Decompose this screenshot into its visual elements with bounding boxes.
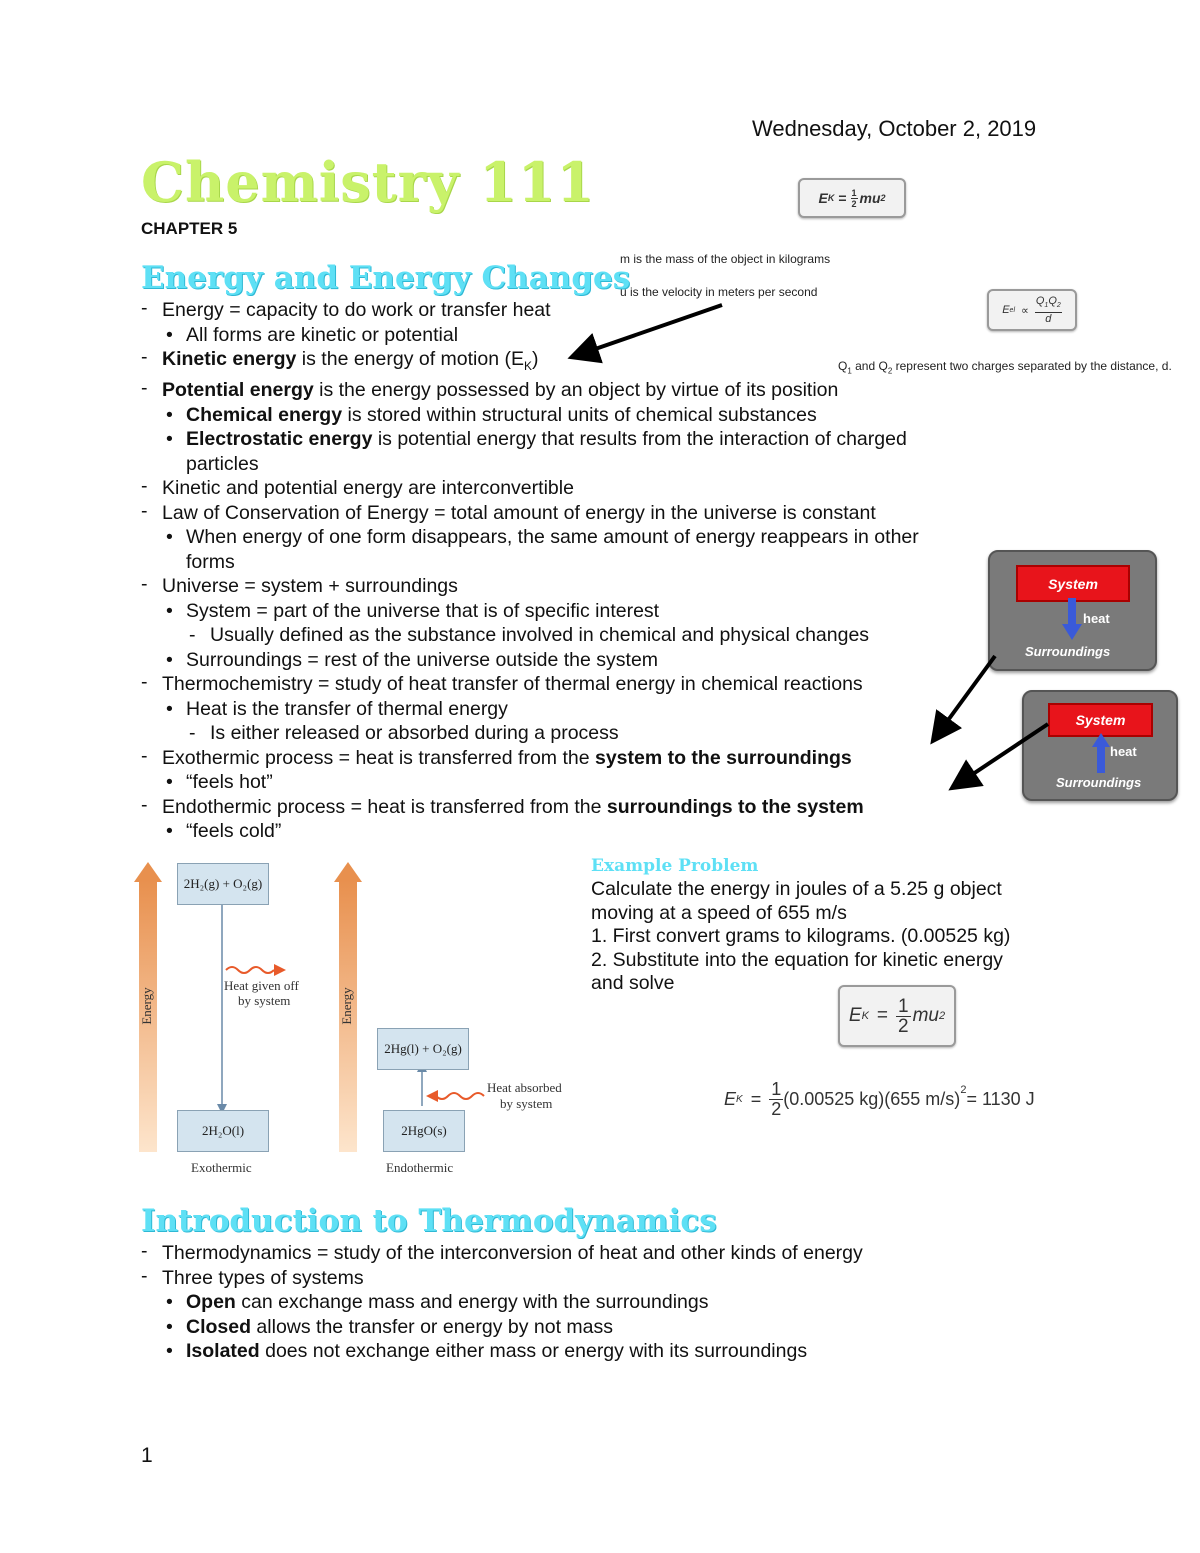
- result-num: 1: [771, 1079, 782, 1099]
- result-exp: 2: [960, 1084, 967, 1096]
- list-item: [141, 697, 919, 722]
- el-q1-sub: 1: [1044, 302, 1049, 310]
- list-item-term: Kinetic energy: [162, 348, 297, 370]
- exothermic-pointer-arrow: [935, 656, 995, 738]
- charges-tail: represent two charges separated by the distance, d.: [892, 359, 1172, 373]
- list-item: [141, 452, 919, 477]
- list-item-text: Surroundings = rest of the universe outside the system: [186, 648, 659, 671]
- system-box: System: [1016, 565, 1130, 602]
- el-den: d: [1045, 313, 1052, 326]
- list-item: [141, 550, 919, 575]
- endo-products-box: 2HgO(s): [383, 1110, 465, 1152]
- formula-den: 2: [851, 198, 857, 209]
- chapter-label: CHAPTER 5: [141, 219, 238, 238]
- list-item-tail: ): [532, 348, 539, 370]
- list-item-text: Is either released or absorbed during a process: [210, 722, 619, 745]
- exo-heat-label: Heat given off: [224, 978, 299, 993]
- list-item: [141, 574, 919, 599]
- exo-caption: Exothermic: [191, 1160, 252, 1175]
- heat-label: heat: [1110, 744, 1137, 759]
- result-expr: (0.00525 kg)(655 m/s): [783, 1089, 961, 1109]
- list-item: [141, 1339, 863, 1364]
- list-item-text: Law of Conservation of Energy = total amount of energy in the universe is constant: [162, 501, 876, 524]
- exo-heat-label-2: by system: [238, 993, 291, 1008]
- list-item: [141, 648, 919, 673]
- list-item-term: Potential energy: [162, 379, 314, 402]
- list-item-term: Open: [186, 1291, 236, 1313]
- ex-formula-fraction: [896, 997, 911, 1036]
- list-item-term: Electrostatic energy: [186, 428, 373, 451]
- list-item-text: allows the transfer or energy by not mass: [251, 1315, 614, 1338]
- list-item-emphasis: surroundings to the system: [606, 795, 864, 818]
- list-item: [141, 1266, 863, 1291]
- ex-formula-label: E: [848, 1005, 862, 1026]
- list-item: [141, 378, 919, 403]
- list-item-sub: K: [524, 358, 533, 373]
- result-sub: K: [736, 1094, 743, 1105]
- list-item: [141, 623, 919, 648]
- ex-formula-den: 2: [898, 1015, 909, 1037]
- heat-down-arrow: [1060, 598, 1084, 642]
- heat-up-arrow: [1090, 733, 1112, 773]
- list-item: [141, 1290, 863, 1315]
- example-line: and solve: [591, 972, 675, 994]
- page-title: Chemistry 111: [141, 150, 595, 214]
- list-item-text: forms: [186, 550, 235, 573]
- example-line: Calculate the energy in joules of a 5.25 g object: [591, 878, 1002, 900]
- el-prop: ∝: [1021, 304, 1029, 317]
- electrostatic-formula: [987, 289, 1077, 331]
- section-heading-thermodynamics: Introduction to Thermodynamics: [141, 1203, 717, 1239]
- result-eq: =: [750, 1089, 762, 1109]
- list-item: [141, 795, 919, 820]
- example-formula: [838, 985, 956, 1047]
- list-item-term: Isolated: [186, 1340, 260, 1362]
- list-item-text: System = part of the universe that is of specific interest: [186, 599, 660, 622]
- list-item: [141, 427, 919, 452]
- list-item: [141, 298, 919, 323]
- list-item-text: Three types of systems: [162, 1266, 364, 1289]
- list-item: [141, 347, 919, 378]
- list-item-text: Energy = capacity to do work or transfer heat: [162, 299, 551, 321]
- example-title: Example Problem: [591, 856, 759, 876]
- el-q1: Q: [1035, 294, 1045, 307]
- system-box: System: [1048, 703, 1153, 737]
- page-number: 1: [141, 1444, 153, 1467]
- list-item-text: Usually defined as the substance involved in chemical and physical changes: [210, 624, 870, 647]
- list-item-text: “feels hot”: [186, 771, 273, 794]
- charges-sub2: 2: [887, 366, 893, 376]
- list-item-text: is the energy of motion (E: [296, 348, 525, 370]
- list-item-text: Heat is the transfer of thermal energy: [186, 697, 508, 720]
- el-fraction: [1035, 295, 1062, 325]
- date: Wednesday, October 2, 2019: [752, 116, 1037, 141]
- list-item: [141, 672, 919, 697]
- list-item-text: is potential energy that results from the interaction of charged: [372, 428, 907, 451]
- example-line: 1. First convert grams to kilograms. (0.00525 kg): [591, 925, 1011, 947]
- energy-notes-list: [141, 298, 919, 844]
- example-text: [591, 878, 1010, 996]
- list-item: [141, 599, 919, 624]
- surroundings-label: Surroundings: [1025, 644, 1111, 659]
- charges-mid: and Q: [851, 359, 888, 373]
- el-numerator: [1035, 295, 1062, 313]
- list-item-term: Chemical energy: [186, 403, 343, 426]
- list-item-text: is the energy possessed by an object by virtue of its position: [313, 379, 839, 402]
- list-item: [141, 476, 919, 501]
- el-q2-sub: 2: [1056, 302, 1061, 310]
- result-label: E: [724, 1089, 737, 1109]
- el-q2: Q: [1048, 294, 1057, 307]
- list-item-text: can exchange mass and energy with the surroundings: [235, 1291, 709, 1313]
- example-line: 2. Substitute into the equation for kinetic energy: [591, 948, 1003, 971]
- exo-reactants-box: 2H₂(g) + O₂(g): [177, 863, 269, 905]
- list-item: [141, 770, 919, 795]
- endo-heat-label: Heat absorbed: [487, 1080, 562, 1095]
- velocity-note: u is the velocity in meters per second: [620, 285, 818, 299]
- endo-heat-label-2: by system: [500, 1096, 553, 1111]
- list-item: [141, 1315, 863, 1340]
- list-item: [141, 403, 919, 428]
- endo-caption: Endothermic: [386, 1160, 454, 1175]
- formula-num: 1: [851, 187, 857, 198]
- ex-formula-num: 1: [898, 995, 909, 1017]
- formula-eq: =: [838, 190, 847, 206]
- list-item-text: Thermodynamics = study of the interconversion of heat and other kinds of energy: [162, 1242, 863, 1264]
- list-item-text: All forms are kinetic or potential: [186, 323, 459, 346]
- thermodynamics-notes-list: [141, 1241, 863, 1364]
- el-label: E: [1002, 304, 1010, 316]
- list-item: [141, 819, 919, 844]
- list-item-text: Universe = system + surroundings: [162, 575, 458, 598]
- list-item-text: does not exchange either mass or energy with its surroundings: [259, 1340, 808, 1362]
- ex-formula-sub: K: [861, 1010, 869, 1022]
- list-item: [141, 323, 919, 348]
- formula-label: E: [818, 190, 828, 206]
- list-item-text: Kinetic and potential energy are interconvertible: [162, 477, 574, 500]
- result-fraction: [769, 1080, 783, 1119]
- list-item-emphasis: system to the surroundings: [594, 746, 852, 769]
- energy-axis-label-2: Energy: [339, 987, 354, 1025]
- exothermic-system-diagram: [988, 550, 1157, 671]
- list-item: [141, 525, 919, 550]
- ex-formula-exp: 2: [939, 1010, 946, 1022]
- formula-sub: K: [827, 193, 835, 203]
- list-item: [141, 721, 919, 746]
- endothermic-system-diagram: [1022, 690, 1178, 801]
- ex-formula-rhs: mu: [912, 1005, 939, 1026]
- list-item: [141, 501, 919, 526]
- list-item: [141, 746, 919, 771]
- ex-formula-eq: =: [876, 1005, 889, 1026]
- example-result: [724, 1080, 1035, 1119]
- list-item-text: “feels cold”: [186, 820, 282, 843]
- section-heading-energy: Energy and Energy Changes: [141, 260, 631, 296]
- energy-axis-label: Energy: [139, 987, 154, 1025]
- charges-q: Q: [838, 359, 848, 373]
- heat-label: heat: [1083, 611, 1110, 626]
- result-tail: = 1130 J: [966, 1089, 1035, 1109]
- formula-rhs: mu: [859, 190, 881, 206]
- list-item-text: Thermochemistry = study of heat transfer of thermal energy in chemical reactions: [162, 673, 863, 696]
- kinetic-energy-formula: [798, 178, 906, 218]
- list-item-text: When energy of one form disappears, the same amount of energy reappears in other: [186, 526, 919, 549]
- formula-fraction: [851, 188, 858, 209]
- list-item-term: Closed: [186, 1315, 252, 1338]
- endo-reactants-box: 2Hg(l) + O₂(g): [377, 1028, 469, 1070]
- surroundings-label: Surroundings: [1056, 775, 1142, 790]
- list-item-text: particles: [186, 452, 259, 475]
- list-item-text: Endothermic process = heat is transferred from the: [162, 795, 607, 818]
- formula-exp: 2: [880, 193, 886, 203]
- energy-level-diagram: [134, 858, 584, 1178]
- mass-note: m is the mass of the object in kilograms: [620, 252, 831, 266]
- charges-sub1: 1: [847, 366, 852, 376]
- list-item-text: Exothermic process = heat is transferred from the: [162, 746, 595, 769]
- list-item-text: is stored within structural units of chemical substances: [342, 403, 817, 426]
- exo-products-box: 2H₂O(l): [177, 1110, 269, 1152]
- result-den: 2: [771, 1099, 782, 1119]
- el-sub: el: [1009, 306, 1015, 314]
- list-item: [141, 1241, 863, 1266]
- example-line: moving at a speed of 655 m/s: [591, 901, 847, 924]
